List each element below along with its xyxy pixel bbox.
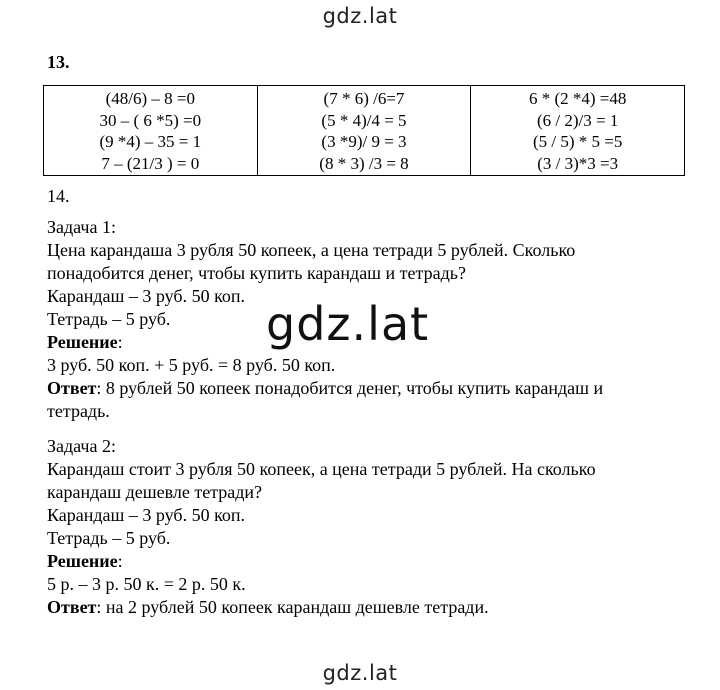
equation: (7 * 6) /6=7 (323, 89, 405, 108)
problem-2-solution-heading (47, 550, 596, 573)
equation: 6 * (2 *4) =48 (528, 89, 627, 108)
solution-label: Решение (47, 551, 118, 571)
answer-label: Ответ (47, 378, 97, 398)
problem-1-solution: 3 руб. 50 коп. + 5 руб. = 8 руб. 50 коп. (47, 355, 336, 375)
equation: (6 / 2)/3 = 1 (536, 110, 619, 130)
equations-column-3 (471, 86, 685, 176)
problem-1-title: Задача 1: (47, 217, 116, 237)
equation: (48/6) – 8 =0 (105, 89, 196, 108)
equation: (5 * 4)/4 = 5 (321, 110, 407, 130)
answer-text: : на 2 рублей 50 копеек карандаш дешевле тетради. (96, 597, 489, 617)
watermark-bottom: gdz.lat (322, 661, 398, 685)
equation: (5 / 5) * 5 =5 (532, 132, 623, 151)
problem-2-statement: карандаш дешевле тетради? (47, 482, 263, 502)
equation: 7 – (21/3 ) = 0 (101, 153, 200, 173)
solution-colon: : (117, 332, 123, 352)
task-14-number: 14. (47, 186, 70, 206)
watermark-top: gdz.lat (322, 4, 398, 28)
problem-2-given: Тетрадь – 5 руб. (47, 528, 171, 548)
equation: 30 – ( 6 *5) =0 (99, 110, 202, 130)
problem-2 (47, 435, 596, 619)
equations-table (43, 85, 685, 176)
solution-colon: : (117, 551, 123, 571)
problem-2-solution: 5 р. – 3 р. 50 к. = 2 р. 50 к. (47, 574, 246, 594)
problem-1-statement: Цена карандаша 3 рубля 50 копеек, а цена тетради 5 рублей. Сколько (47, 240, 576, 260)
equation: (3 *9)/ 9 = 3 (321, 132, 407, 151)
equations-column-2 (257, 86, 471, 176)
equation: (3 / 3)*3 =3 (537, 153, 619, 173)
table-row (44, 86, 685, 176)
answer-label: Ответ (47, 597, 97, 617)
problem-2-title: Задача 2: (47, 436, 116, 456)
problem-2-given: Карандаш – 3 руб. 50 коп. (47, 505, 246, 525)
problem-1-given: Карандаш – 3 руб. 50 коп. (47, 286, 246, 306)
problem-2-statement: Карандаш стоит 3 рубля 50 копеек, а цена тетради 5 рублей. На сколько (47, 459, 596, 479)
problem-2-answer (47, 596, 596, 619)
equations-column-1 (44, 86, 258, 176)
answer-text: : 8 рублей 50 копеек понадобится денег, чтобы купить карандаш и (96, 378, 604, 398)
solution-label: Решение (47, 332, 118, 352)
task-13-number: 13. (47, 52, 70, 72)
equation: (8 * 3) /3 = 8 (319, 153, 409, 173)
problem-1-answer-continued: тетрадь. (47, 401, 110, 421)
watermark-middle: gdz.lat (262, 296, 433, 352)
equation: (9 *4) – 35 = 1 (99, 132, 202, 151)
problem-1-given: Тетрадь – 5 руб. (47, 309, 171, 329)
problem-1-statement: понадобится денег, чтобы купить карандаш и тетрадь? (47, 263, 466, 283)
problem-1-answer (47, 377, 603, 400)
